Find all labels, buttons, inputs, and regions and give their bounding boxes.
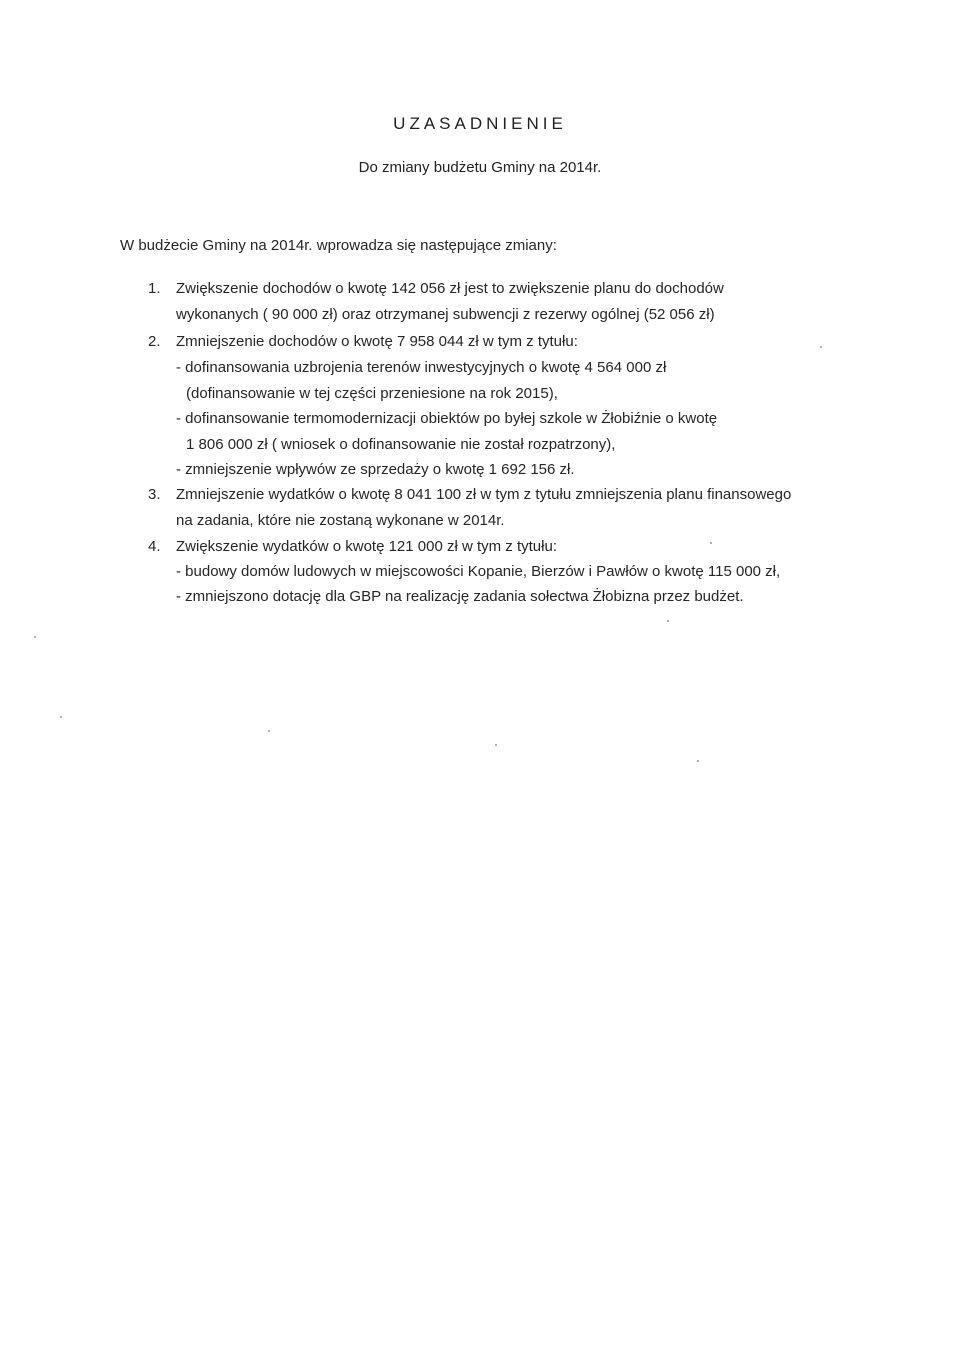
item-3-line-2: na zadania, które nie zostaną wykonane w 2014r. <box>176 512 505 529</box>
item-4-number: 4. <box>148 538 161 555</box>
scan-speck <box>34 636 36 638</box>
document-subtitle: Do zmiany budżetu Gminy na 2014r. <box>358 159 602 176</box>
item-1-line-2: wykonanych ( 90 000 zł) oraz otrzymanej subwencji z rezerwy ogólnej (52 056 zł) <box>176 306 715 323</box>
document-title: UZASADNIENIE <box>393 114 567 133</box>
item-1-number: 1. <box>148 280 161 297</box>
item-2-sub-1-line-2: (dofinansowanie w tej części przeniesione na rok 2015), <box>186 385 558 402</box>
item-4-sub-1-line-1: - budowy domów ludowych w miejscowości Kopanie, Bierzów i Pawłów o kwotę 115 000 zł, <box>176 563 781 580</box>
item-2-sub-2-line-1: - dofinansowanie termomodernizacji obiektów po byłej szkole w Żłobiźnie o kwotę <box>176 410 718 427</box>
item-2-sub-1-line-1: - dofinansowania uzbrojenia terenów inwestycyjnych o kwotę 4 564 000 zł <box>176 359 667 376</box>
item-3-number: 3. <box>148 486 161 503</box>
scan-speck <box>697 760 699 762</box>
intro-text: W budżecie Gminy na 2014r. wprowadza się następujące zmiany: <box>120 237 557 254</box>
item-4-sub-2-line-1: - zmniejszono dotację dla GBP na realizację zadania sołectwa Żłobizna przez budżet. <box>176 588 744 605</box>
item-2-sub-3-line-1: - zmniejszenie wpływów ze sprzedaży o kwotę 1 692 156 zł. <box>176 461 575 478</box>
item-4-line-1: Zwiększenie wydatków o kwotę 121 000 zł w tym z tytułu: <box>176 538 557 555</box>
item-3-line-1: Zmniejszenie wydatków o kwotę 8 041 100 zł w tym z tytułu zmniejszenia planu finansowego <box>176 486 792 503</box>
scan-speck <box>495 744 497 746</box>
item-2-sub-2-line-2: 1 806 000 zł ( wniosek o dofinansowanie nie został rozpatrzony), <box>186 436 616 453</box>
item-2-line-1: Zmniejszenie dochodów o kwotę 7 958 044 zł w tym z tytułu: <box>176 333 578 350</box>
scan-speck <box>710 542 712 544</box>
scan-speck <box>820 346 822 348</box>
scan-speck <box>60 716 62 718</box>
item-1-line-1: Zwiększenie dochodów o kwotę 142 056 zł jest to zwiększenie planu do dochodów <box>176 280 724 297</box>
scan-speck <box>667 620 669 622</box>
item-2-number: 2. <box>148 333 161 350</box>
scan-speck <box>268 730 270 732</box>
